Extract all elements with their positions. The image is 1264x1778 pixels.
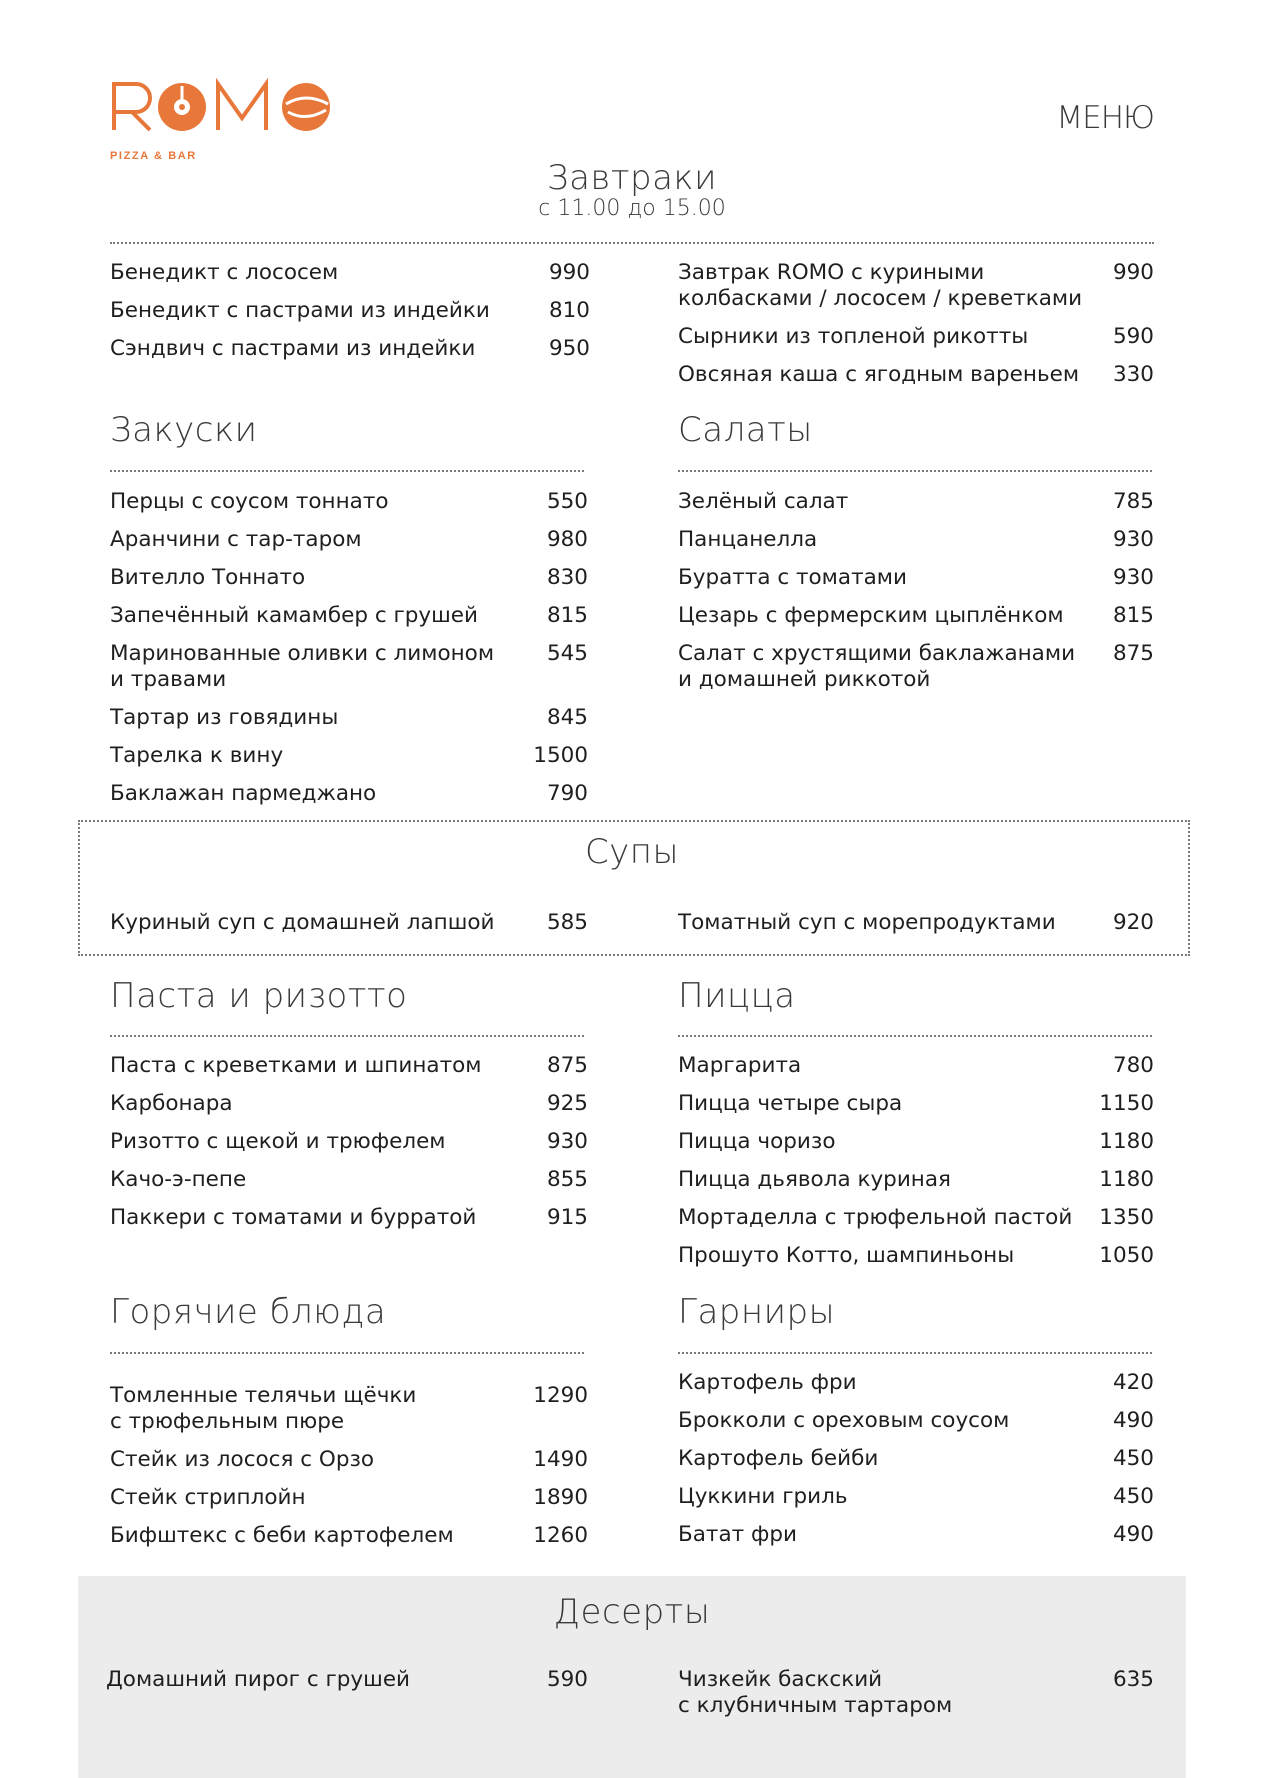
- logo-graphic: [110, 78, 340, 134]
- item-price: 420: [1112, 1370, 1154, 1395]
- item-name: Зелёный салат: [678, 489, 849, 514]
- breakfast-title: Завтраки: [546, 158, 718, 198]
- item-name: Бифштекс с беби картофелем: [110, 1523, 454, 1548]
- desserts-left-list: [106, 1667, 588, 1693]
- item-price: 590: [1112, 324, 1154, 349]
- item-name: Сэндвич с пастрами из индейки: [110, 336, 476, 361]
- item-price: 815: [546, 603, 588, 628]
- item-name: Домашний пирог с грушей: [106, 1667, 411, 1692]
- item-price: 990: [548, 260, 590, 285]
- menu-item: [110, 1053, 588, 1079]
- item-price: 635: [1112, 1667, 1154, 1692]
- menu-item: [678, 641, 1154, 693]
- pasta-divider: [110, 1035, 584, 1037]
- garnish-list: [678, 1370, 1154, 1548]
- menu-item: [110, 705, 588, 731]
- item-name: Чизкейк баскский с клубничным тартаром: [678, 1667, 953, 1718]
- item-name: Томленные телячьи щёчки с трюфельным пюре: [110, 1383, 417, 1434]
- item-price: 1890: [533, 1485, 588, 1510]
- garnish-divider: [678, 1352, 1152, 1354]
- item-price: 980: [546, 527, 588, 552]
- salads-title: Салаты: [678, 410, 813, 450]
- item-name: Панцанелла: [678, 527, 818, 552]
- item-price: 875: [546, 1053, 588, 1078]
- item-price: 830: [546, 565, 588, 590]
- menu-item: [678, 1484, 1154, 1510]
- menu-item: [678, 1522, 1154, 1548]
- item-name: Прошуто Котто, шампиньоны: [678, 1243, 1015, 1268]
- item-name: Запечённый камамбер с грушей: [110, 603, 479, 628]
- menu-item: [678, 1243, 1154, 1269]
- item-price: 855: [546, 1167, 588, 1192]
- item-name: Пицца дьявола куриная: [678, 1167, 951, 1192]
- menu-item: [110, 1485, 588, 1511]
- breakfast-left-list: [110, 260, 590, 362]
- menu-item: [110, 1383, 588, 1435]
- item-name: Брокколи с ореховым соусом: [678, 1408, 1010, 1433]
- item-price: 810: [548, 298, 590, 323]
- item-price: 490: [1112, 1408, 1154, 1433]
- item-name: Завтрак ROMO с куриными колбасками / лососем / креветками: [678, 260, 1083, 311]
- breakfast-divider: [110, 242, 1154, 244]
- menu-item: [678, 362, 1154, 388]
- item-price: 875: [1112, 641, 1154, 666]
- menu-item: [678, 1370, 1154, 1396]
- menu-item: [678, 565, 1154, 591]
- hot-title: Горячие блюда: [110, 1292, 387, 1332]
- menu-item: [110, 781, 588, 807]
- menu-item: [678, 1408, 1154, 1434]
- snacks-title: Закуски: [110, 410, 258, 450]
- item-name: Тарелка к вину: [110, 743, 284, 768]
- item-price: 450: [1112, 1446, 1154, 1471]
- menu-item: [110, 336, 590, 362]
- item-price: 1260: [533, 1523, 588, 1548]
- item-name: Ризотто с щекой и трюфелем: [110, 1129, 446, 1154]
- item-name: Бенедикт с лососем: [110, 260, 339, 285]
- snacks-list: [110, 489, 588, 807]
- soups-title: Супы: [584, 832, 680, 872]
- menu-item: [678, 324, 1154, 350]
- menu-item: [110, 260, 590, 286]
- item-price: 930: [1112, 527, 1154, 552]
- item-name: Паста с креветками и шпинатом: [110, 1053, 482, 1078]
- menu-item: [110, 1091, 588, 1117]
- item-name: Карбонара: [110, 1091, 233, 1116]
- menu-item: [110, 1447, 588, 1473]
- menu-item: [678, 1667, 1154, 1719]
- menu-item: [110, 1205, 588, 1231]
- item-name: Сырники из топленой рикотты: [678, 324, 1029, 349]
- menu-item: [678, 1167, 1154, 1193]
- item-price: 330: [1112, 362, 1154, 387]
- menu-heading: МЕНЮ: [1056, 100, 1154, 136]
- item-price: 545: [546, 641, 588, 666]
- breakfast-right-list: [678, 260, 1154, 388]
- menu-item: [110, 641, 588, 693]
- soups-right-list: [678, 910, 1154, 936]
- salads-divider: [678, 470, 1152, 472]
- menu-item: [110, 298, 590, 324]
- logo-subtitle: PIZZA & BAR: [110, 150, 197, 162]
- item-name: Маринованные оливки с лимоном и травами: [110, 641, 495, 692]
- item-price: 790: [546, 781, 588, 806]
- item-name: Аранчини с тар-таром: [110, 527, 362, 552]
- menu-item: [678, 1446, 1154, 1472]
- item-name: Тартар из говядины: [110, 705, 339, 730]
- menu-item: [110, 1523, 588, 1549]
- item-price: 930: [546, 1129, 588, 1154]
- menu-item: [678, 1053, 1154, 1079]
- item-name: Буратта с томатами: [678, 565, 907, 590]
- item-price: 1490: [533, 1447, 588, 1472]
- item-price: 1180: [1099, 1129, 1154, 1154]
- snacks-divider: [110, 470, 584, 472]
- item-price: 490: [1112, 1522, 1154, 1547]
- desserts-right-list: [678, 1667, 1154, 1719]
- item-price: 925: [546, 1091, 588, 1116]
- item-name: Овсяная каша с ягодным вареньем: [678, 362, 1080, 387]
- item-name: Салат с хрустящими баклажанами и домашней риккотой: [678, 641, 1076, 692]
- item-price: 920: [1112, 910, 1154, 935]
- pizza-list: [678, 1053, 1154, 1269]
- item-price: 815: [1112, 603, 1154, 628]
- hot-list: [110, 1383, 588, 1549]
- item-name: Пицца четыре сыра: [678, 1091, 903, 1116]
- item-price: 1290: [533, 1383, 588, 1408]
- item-name: Батат фри: [678, 1522, 797, 1547]
- menu-item: [678, 603, 1154, 629]
- item-name: Перцы с соусом тоннато: [110, 489, 389, 514]
- menu-item: [110, 527, 588, 553]
- salads-list: [678, 489, 1154, 693]
- menu-item: [678, 1205, 1154, 1231]
- item-price: 1150: [1099, 1091, 1154, 1116]
- breakfast-hours: с 11.00 до 15.00: [538, 196, 726, 221]
- item-name: Вителло Тоннато: [110, 565, 306, 590]
- item-name: Стейк из лосося с Орзо: [110, 1447, 375, 1472]
- item-price: 1350: [1099, 1205, 1154, 1230]
- item-name: Томатный суп с морепродуктами: [678, 910, 1056, 935]
- menu-item: [106, 1667, 588, 1693]
- item-name: Цуккини гриль: [678, 1484, 848, 1509]
- pasta-list: [110, 1053, 588, 1231]
- item-price: 950: [548, 336, 590, 361]
- pasta-title: Паста и ризотто: [110, 976, 408, 1016]
- menu-item: [678, 910, 1154, 936]
- menu-item: [110, 603, 588, 629]
- item-name: Куриный суп с домашней лапшой: [110, 910, 495, 935]
- item-price: 590: [546, 1667, 588, 1692]
- item-price: 450: [1112, 1484, 1154, 1509]
- item-price: 845: [546, 705, 588, 730]
- menu-item: [110, 1129, 588, 1155]
- soups-left-list: [110, 910, 588, 936]
- menu-item: [678, 1129, 1154, 1155]
- menu-item: [110, 743, 588, 769]
- item-name: Мортаделла с трюфельной пастой: [678, 1205, 1073, 1230]
- garnish-title: Гарниры: [678, 1292, 836, 1332]
- item-name: Бенедикт с пастрами из индейки: [110, 298, 490, 323]
- menu-item: [110, 565, 588, 591]
- logo-wordmark: [110, 78, 350, 144]
- hot-divider: [110, 1352, 584, 1354]
- item-price: 930: [1112, 565, 1154, 590]
- item-name: Стейк стриплойн: [110, 1485, 306, 1510]
- item-price: 550: [546, 489, 588, 514]
- item-name: Картофель фри: [678, 1370, 857, 1395]
- item-price: 1050: [1099, 1243, 1154, 1268]
- menu-item: [678, 260, 1154, 312]
- pizza-title: Пицца: [678, 976, 796, 1016]
- item-price: 785: [1112, 489, 1154, 514]
- pizza-divider: [678, 1035, 1152, 1037]
- menu-item: [678, 1091, 1154, 1117]
- item-name: Пицца чоризо: [678, 1129, 836, 1154]
- item-price: 1500: [533, 743, 588, 768]
- item-name: Маргарита: [678, 1053, 802, 1078]
- item-name: Картофель бейби: [678, 1446, 879, 1471]
- item-price: 1180: [1099, 1167, 1154, 1192]
- brand-logo: [110, 78, 350, 160]
- item-price: 990: [1112, 260, 1154, 285]
- item-price: 780: [1112, 1053, 1154, 1078]
- item-name: Баклажан пармеджано: [110, 781, 377, 806]
- menu-item: [110, 489, 588, 515]
- item-price: 585: [546, 910, 588, 935]
- menu-item: [678, 527, 1154, 553]
- item-price: 915: [546, 1205, 588, 1230]
- desserts-title: Десерты: [553, 1592, 711, 1632]
- menu-item: [110, 1167, 588, 1193]
- menu-item: [110, 910, 588, 936]
- item-name: Паккери с томатами и бурратой: [110, 1205, 477, 1230]
- item-name: Качо-э-пепе: [110, 1167, 247, 1192]
- menu-item: [678, 489, 1154, 515]
- item-name: Цезарь с фермерским цыплёнком: [678, 603, 1064, 628]
